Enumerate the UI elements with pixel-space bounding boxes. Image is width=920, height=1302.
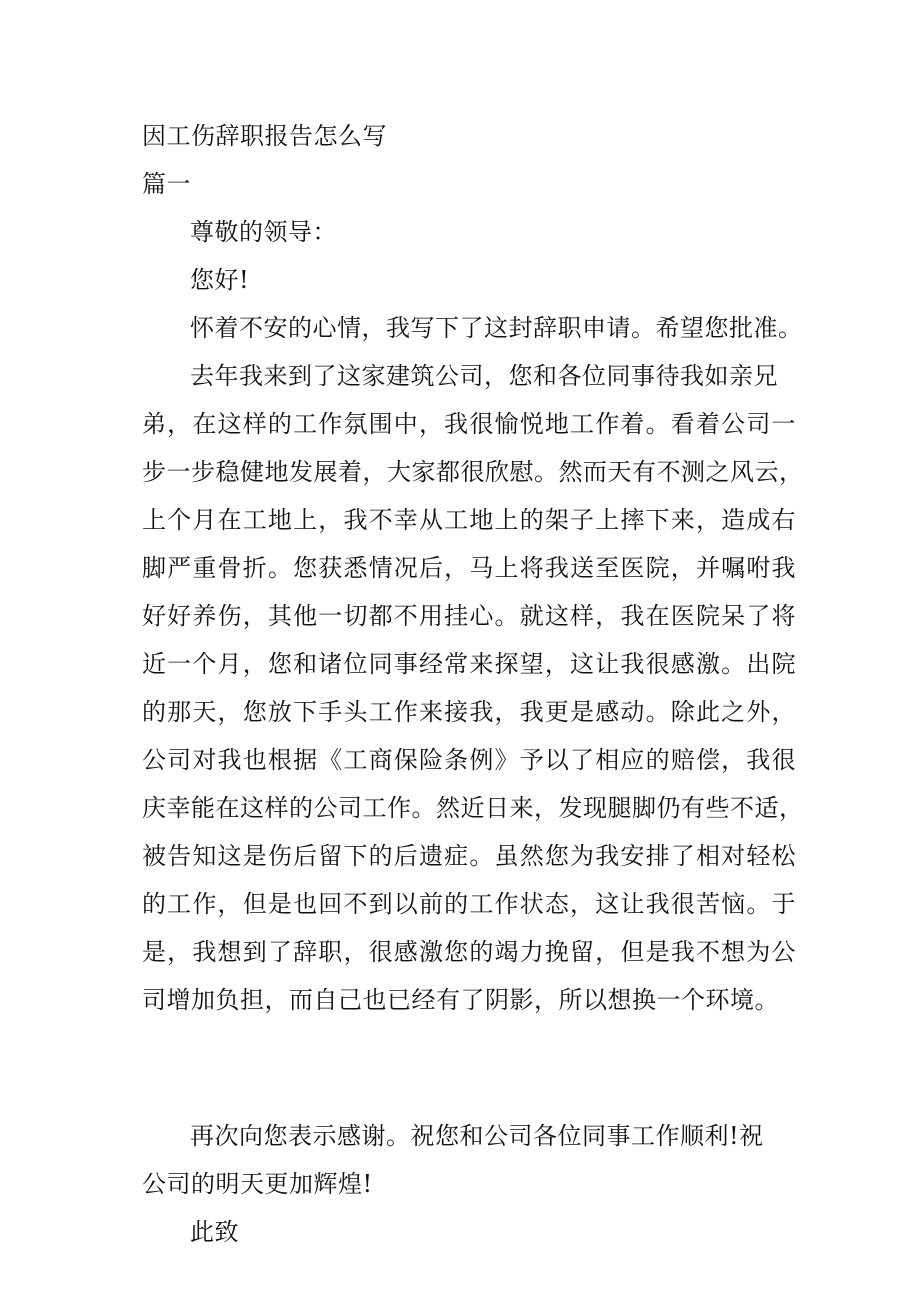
body-paragraph-line: 近一个月，您和诸位同事经常来探望，这让我很感激。出院 xyxy=(142,650,796,678)
salutation: 尊敬的领导： xyxy=(190,218,337,246)
body-paragraph-line: 步一步稳健地发展着，大家都很欣慰。然而天有不测之风云， xyxy=(142,458,804,486)
body-paragraph-line: 庆幸能在这样的公司工作。然近日来，发现腿脚仍有些不适， xyxy=(142,794,804,822)
intro-paragraph: 怀着不安的心情，我写下了这封辞职申请。希望您批准。 xyxy=(190,314,803,342)
body-paragraph-line: 上个月在工地上，我不幸从工地上的架子上摔下来，造成右 xyxy=(142,506,796,534)
body-paragraph-first-line: 去年我来到了这家建筑公司，您和各位同事待我如亲兄 xyxy=(190,362,778,390)
body-paragraph-line: 弟，在这样的工作氛围中，我很愉悦地工作着。看着公司一 xyxy=(142,410,796,438)
body-paragraph-line: 公司对我也根据《工商保险条例》予以了相应的赔偿，我很 xyxy=(142,746,796,774)
body-paragraph-line: 的那天，您放下手头工作来接我，我更是感动。除此之外， xyxy=(142,698,796,726)
body-paragraph-line: 是，我想到了辞职，很感激您的竭力挽留，但是我不想为公 xyxy=(142,938,796,966)
body-paragraph-line: 被告知这是伤后留下的后遗症。虽然您为我安排了相对轻松 xyxy=(142,842,796,870)
thanks-paragraph-first-line: 再次向您表示感谢。祝您和公司各位同事工作顺利!祝 xyxy=(190,1122,764,1150)
thanks-paragraph-second-line: 公司的明天更加辉煌! xyxy=(142,1170,373,1198)
body-paragraph-line: 的工作，但是也回不到以前的工作状态，这让我很苦恼。于 xyxy=(142,890,796,918)
section-heading: 篇一 xyxy=(142,170,191,198)
body-paragraph-line: 脚严重骨折。您获悉情况后，马上将我送至医院，并嘱咐我 xyxy=(142,554,796,582)
body-paragraph-line: 司增加负担，而自己也已经有了阴影，所以想换一个环境。 xyxy=(142,986,779,1014)
closing: 此致 xyxy=(190,1218,239,1246)
body-paragraph-line: 好好养伤，其他一切都不用挂心。就这样，我在医院呆了将 xyxy=(142,602,796,630)
greeting: 您好! xyxy=(190,266,250,294)
document-title: 因工伤辞职报告怎么写 xyxy=(142,122,387,150)
